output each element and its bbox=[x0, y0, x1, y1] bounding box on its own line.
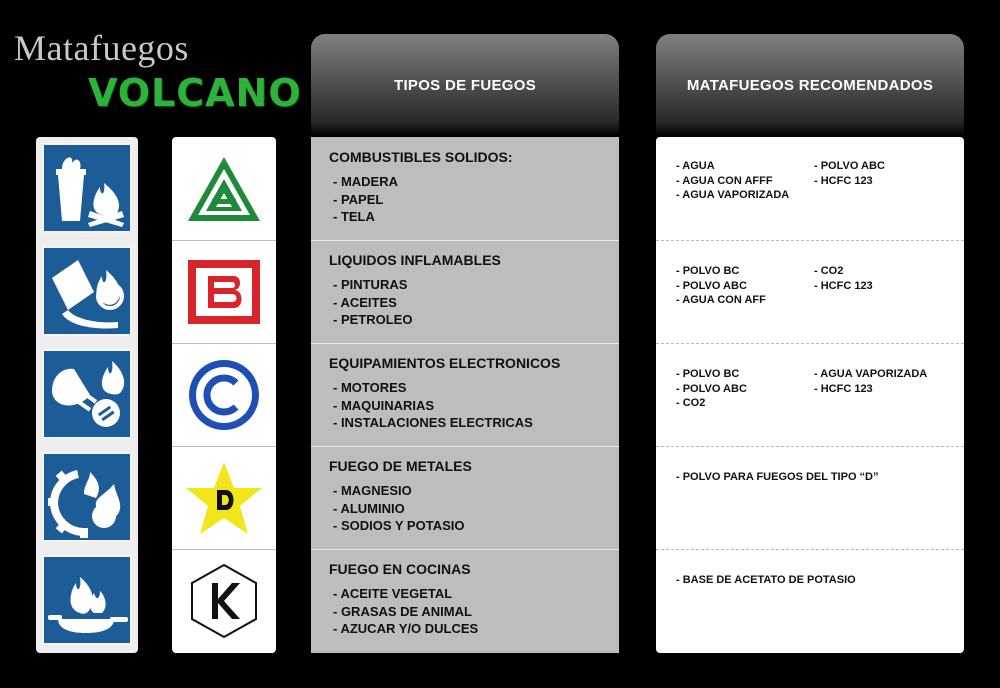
gear-metal-fire-icon bbox=[42, 452, 132, 542]
fire-type-row bbox=[311, 549, 619, 652]
class-b-symbol bbox=[172, 240, 276, 343]
fire-type-item: - ALUMINIO bbox=[333, 500, 405, 516]
fire-type-items bbox=[333, 379, 533, 432]
fire-type-item: - MAGNESIO bbox=[333, 483, 412, 498]
recommended-row bbox=[656, 137, 964, 240]
class-a-symbol bbox=[172, 137, 276, 240]
recommended-item: - AGUA CON AFFF bbox=[676, 174, 773, 187]
class-c-symbol bbox=[172, 343, 276, 446]
fire-class-column bbox=[172, 137, 276, 653]
fire-type-item: - ACEITES bbox=[333, 294, 397, 310]
recommended-extinguishers-column bbox=[656, 137, 964, 653]
recommended-list-right bbox=[814, 159, 885, 188]
recommended-item: - POLVO BC bbox=[676, 265, 740, 277]
class-k-symbol bbox=[172, 549, 276, 652]
fire-types-header bbox=[311, 34, 619, 136]
frying-pan-fire-icon bbox=[42, 555, 132, 645]
fire-type-item: - GRASAS DE ANIMAL bbox=[333, 603, 472, 619]
fire-type-item: - MOTORES bbox=[333, 380, 407, 395]
fire-type-item: - SODIOS Y POTASIO bbox=[333, 518, 465, 533]
fire-type-title: LIQUIDOS INFLAMABLES bbox=[329, 252, 501, 268]
fire-type-row bbox=[311, 446, 619, 549]
fire-type-item: - PINTURAS bbox=[333, 277, 408, 292]
recommended-list-right bbox=[814, 264, 873, 293]
recommended-item: - POLVO PARA FUEGOS DEL TIPO “D” bbox=[676, 471, 879, 483]
brand-logo-top: Matafuegos bbox=[14, 28, 189, 68]
class-d-symbol bbox=[172, 446, 276, 549]
recommended-list-left bbox=[676, 470, 879, 485]
recommended-row bbox=[656, 240, 964, 343]
recommended-item: - AGUA VAPORIZADA bbox=[676, 189, 790, 201]
recommended-extinguishers-header bbox=[656, 34, 964, 136]
recommended-item: - POLVO ABC bbox=[676, 279, 747, 292]
recommended-item: - AGUA CON AFF bbox=[676, 294, 766, 306]
fire-type-title: EQUIPAMIENTOS ELECTRONICOS bbox=[329, 355, 561, 371]
fire-type-items bbox=[333, 173, 398, 226]
recommended-row bbox=[656, 343, 964, 446]
trash-and-wood-fire-icon bbox=[42, 143, 132, 233]
recommended-list-left bbox=[676, 367, 747, 411]
recommended-item: - CO2 bbox=[676, 397, 706, 409]
recommended-extinguishers-header-label: MATAFUEGOS RECOMENDADOS bbox=[686, 76, 934, 94]
fire-type-title: FUEGO EN COCINAS bbox=[329, 561, 471, 577]
recommended-list-left bbox=[676, 264, 766, 308]
electric-plug-fire-icon bbox=[42, 349, 132, 439]
fire-type-title: COMBUSTIBLES SOLIDOS: bbox=[329, 149, 513, 165]
fire-type-items bbox=[333, 276, 412, 329]
recommended-row bbox=[656, 549, 964, 652]
fire-types-column bbox=[311, 137, 619, 653]
recommended-list-left bbox=[676, 159, 789, 203]
fire-type-title: FUEGO DE METALES bbox=[329, 458, 472, 474]
fire-type-row bbox=[311, 240, 619, 343]
fire-type-item: - MADERA bbox=[333, 174, 398, 189]
fire-type-items bbox=[333, 585, 478, 638]
recommended-item: - AGUA bbox=[676, 160, 715, 172]
fire-type-item: - PAPEL bbox=[333, 191, 384, 207]
recommended-item: - HCFC 123 bbox=[814, 279, 873, 292]
recommended-item: - HCFC 123 bbox=[814, 382, 873, 395]
fire-type-items bbox=[333, 482, 464, 535]
recommended-item: - BASE DE ACETATO DE POTASIO bbox=[676, 574, 856, 586]
recommended-item: - POLVO BC bbox=[676, 368, 740, 380]
fire-type-item: - MAQUINARIAS bbox=[333, 397, 435, 413]
recommended-item: - HCFC 123 bbox=[814, 174, 873, 187]
fire-type-item: - PETROLEO bbox=[333, 312, 413, 327]
fire-types-header-label: TIPOS DE FUEGOS bbox=[393, 76, 537, 94]
recommended-item: - POLVO ABC bbox=[676, 382, 747, 395]
fire-type-item: - ACEITE VEGETAL bbox=[333, 586, 453, 601]
recommended-list-right bbox=[814, 367, 927, 396]
recommended-item: - CO2 bbox=[814, 265, 844, 277]
fire-type-row bbox=[311, 343, 619, 446]
recommended-row bbox=[656, 446, 964, 549]
pictogram-column bbox=[36, 137, 138, 653]
spilled-liquid-fire-icon bbox=[42, 246, 132, 336]
fire-type-item: - TELA bbox=[333, 209, 375, 224]
fire-type-row bbox=[311, 137, 619, 240]
recommended-list-left bbox=[676, 573, 856, 588]
fire-type-item: - INSTALACIONES ELECTRICAS bbox=[333, 415, 533, 430]
recommended-item: - AGUA VAPORIZADA bbox=[814, 368, 928, 380]
recommended-item: - POLVO ABC bbox=[814, 160, 885, 172]
brand-logo-bottom: VOLCANO bbox=[88, 71, 302, 115]
fire-type-item: - AZUCAR Y/O DULCES bbox=[333, 621, 479, 636]
